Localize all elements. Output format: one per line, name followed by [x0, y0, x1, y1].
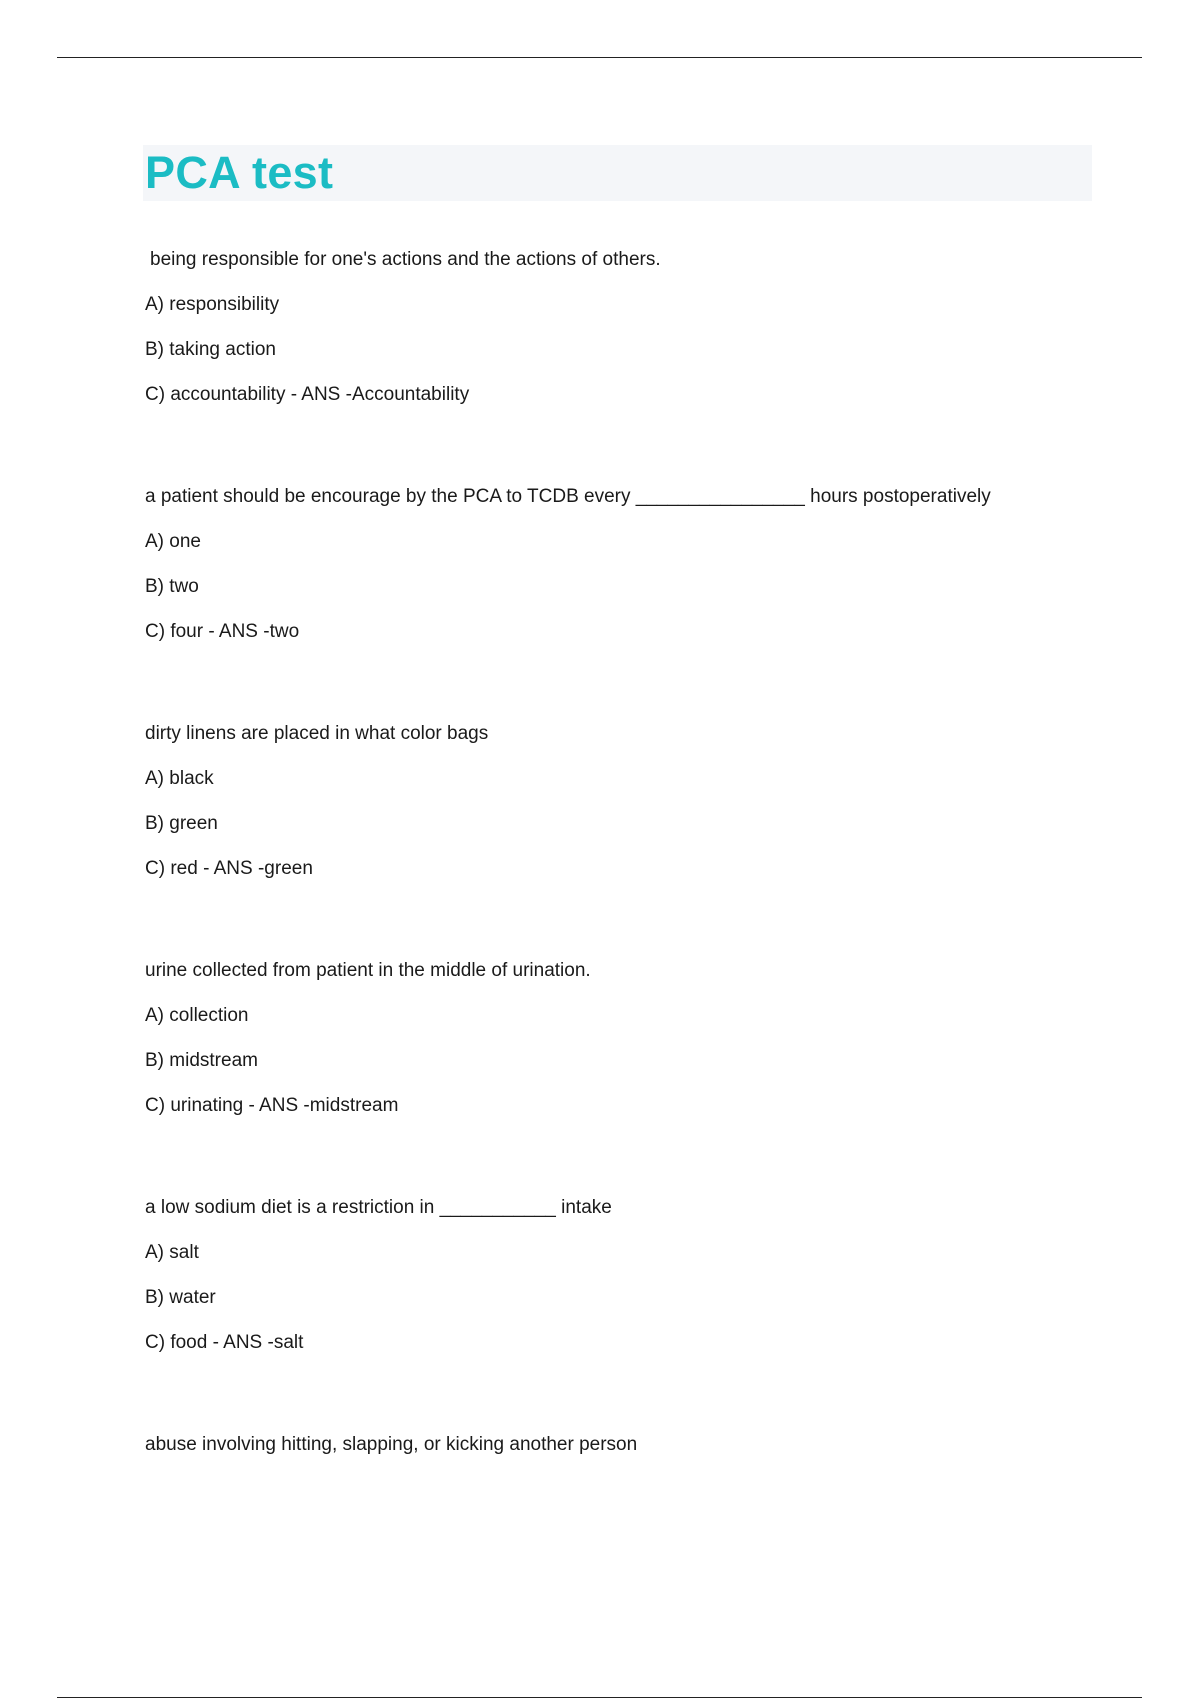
option-b: B) water — [145, 1287, 216, 1308]
question-6 — [145, 1429, 1105, 1461]
option-a: A) responsibility — [145, 294, 280, 315]
question-1 — [145, 244, 1105, 411]
question-text: a patient should be encourage by the PCA to TCDB every ________________ hours postoperatively — [145, 486, 991, 507]
option-c-answer: C) red - ANS -green — [145, 858, 313, 879]
option-b: B) midstream — [145, 1050, 258, 1071]
question-text: a low sodium diet is a restriction in ___________ intake — [145, 1197, 612, 1218]
question-4 — [145, 955, 1105, 1122]
option-c-answer: C) food - ANS -salt — [145, 1332, 304, 1353]
question-text: urine collected from patient in the middle of urination. — [145, 960, 591, 981]
option-b: B) green — [145, 813, 218, 834]
footer-rule — [57, 1697, 1142, 1698]
option-a: A) salt — [145, 1242, 199, 1263]
header-rule — [57, 57, 1142, 58]
question-text: dirty linens are placed in what color bags — [145, 723, 489, 744]
question-list — [145, 244, 1105, 1531]
title-band — [143, 145, 1092, 201]
question-2 — [145, 481, 1105, 648]
question-text: abuse involving hitting, slapping, or kicking another person — [145, 1434, 638, 1455]
option-c-answer: C) accountability - ANS -Accountability — [145, 384, 470, 405]
page-title: PCA test — [145, 147, 334, 198]
option-c-answer: C) urinating - ANS -midstream — [145, 1095, 399, 1116]
question-3 — [145, 718, 1105, 885]
option-b: B) taking action — [145, 339, 276, 360]
option-c-answer: C) four - ANS -two — [145, 621, 300, 642]
option-a: A) black — [145, 768, 214, 789]
option-b: B) two — [145, 576, 199, 597]
question-5 — [145, 1192, 1105, 1359]
option-a: A) one — [145, 531, 201, 552]
option-a: A) collection — [145, 1005, 249, 1026]
question-text: being responsible for one's actions and the actions of others. — [150, 249, 661, 270]
